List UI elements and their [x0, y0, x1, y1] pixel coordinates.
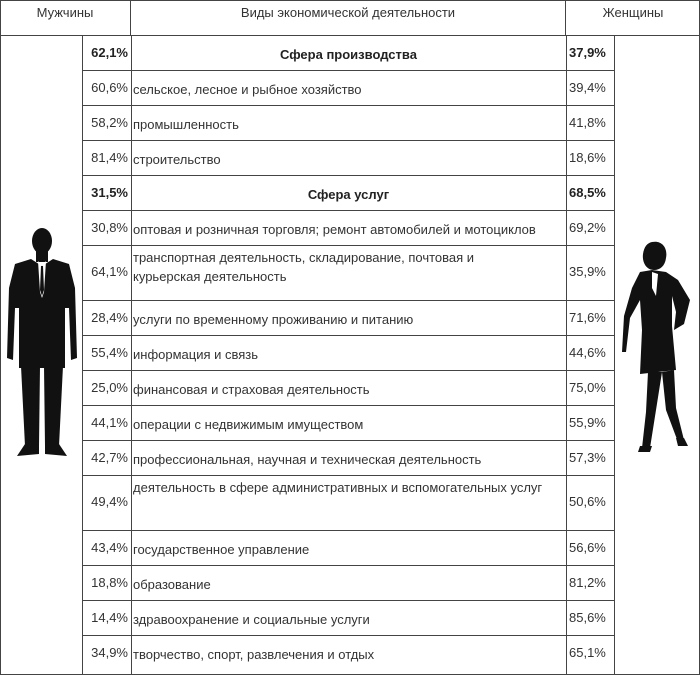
men-value: 14,4%: [91, 610, 128, 625]
women-value: 85,6%: [569, 610, 606, 625]
women-value: 75,0%: [569, 380, 606, 395]
women-value: 57,3%: [569, 450, 606, 465]
women-value: 71,6%: [569, 310, 606, 325]
women-value: 39,4%: [569, 80, 606, 95]
women-value: 55,9%: [569, 415, 606, 430]
man-silhouette-icon: [5, 228, 79, 460]
table-row: [82, 406, 614, 441]
woman-silhouette-icon: [618, 240, 694, 454]
activity-label: строительство: [133, 152, 221, 167]
men-value: 34,9%: [91, 645, 128, 660]
women-value: 50,6%: [569, 494, 606, 509]
activity-label: творчество, спорт, развлечения и отдых: [133, 647, 375, 662]
table-row: [82, 301, 614, 336]
header-activities: Виды экономической деятельности: [131, 0, 566, 36]
divider-right: [614, 36, 615, 675]
header-women: Женщины: [566, 0, 700, 36]
men-value: 62,1%: [91, 45, 128, 60]
header-men: Мужчины: [0, 0, 131, 36]
activity-label: информация и связь: [133, 347, 259, 362]
women-value: 41,8%: [569, 115, 606, 130]
table-row-section-production: [82, 36, 614, 71]
table-row: [82, 246, 614, 301]
men-value: 64,1%: [91, 264, 128, 279]
table-row-section-services: [82, 176, 614, 211]
men-value: 81,4%: [91, 150, 128, 165]
activity-label: операции с недвижимым имуществом: [133, 417, 364, 432]
men-value: 44,1%: [91, 415, 128, 430]
activity-label: оптовая и розничная торговля; ремонт автомобилей и мотоциклов: [133, 222, 536, 237]
table-row: [82, 71, 614, 106]
table-row: [82, 106, 614, 141]
activity-label: Сфера производства: [280, 47, 417, 62]
women-value: 69,2%: [569, 220, 606, 235]
men-value: 49,4%: [91, 494, 128, 509]
table-row: [82, 601, 614, 636]
men-value: 31,5%: [91, 185, 128, 200]
table-row: [82, 141, 614, 176]
table-row: [82, 211, 614, 246]
men-value: 58,2%: [91, 115, 128, 130]
activity-label: Сфера услуг: [307, 187, 390, 202]
women-value: 37,9%: [569, 45, 606, 60]
table-row: [82, 566, 614, 601]
women-value: 56,6%: [569, 540, 606, 555]
women-value: 81,2%: [569, 575, 606, 590]
men-value: 18,8%: [91, 575, 128, 590]
activity-label: услуги по временному проживанию и питанию: [133, 312, 414, 327]
activity-label: образование: [133, 577, 211, 592]
men-value: 42,7%: [91, 450, 128, 465]
men-value: 25,0%: [91, 380, 128, 395]
activity-label: промышленность: [133, 117, 239, 132]
table-row: [82, 476, 614, 531]
activity-label: здравоохранение и социальные услуги: [133, 612, 370, 627]
women-value: 44,6%: [569, 345, 606, 360]
men-value: 60,6%: [91, 80, 128, 95]
table-row: [82, 336, 614, 371]
women-value: 68,5%: [569, 185, 606, 200]
table-row: [82, 371, 614, 406]
women-value: 65,1%: [569, 645, 606, 660]
activity-label: профессиональная, научная и техническая деятельность: [133, 452, 482, 467]
table-row: [82, 441, 614, 476]
men-value: 55,4%: [91, 345, 128, 360]
activity-label: деятельность в сфере административных и вспомогательных услуг: [133, 480, 543, 495]
men-value: 28,4%: [91, 310, 128, 325]
women-value: 18,6%: [569, 150, 606, 165]
activity-label: государственное управление: [133, 542, 310, 557]
table-row: [82, 531, 614, 566]
activity-label: сельское, лесное и рыбное хозяйство: [133, 82, 362, 97]
table-row: [82, 636, 614, 672]
activity-label: финансовая и страховая деятельность: [133, 382, 370, 397]
activity-label: транспортная деятельность, складирование, почтовая и курьерская деятельность: [133, 250, 475, 284]
women-value: 35,9%: [569, 264, 606, 279]
men-value: 43,4%: [91, 540, 128, 555]
men-value: 30,8%: [91, 220, 128, 235]
